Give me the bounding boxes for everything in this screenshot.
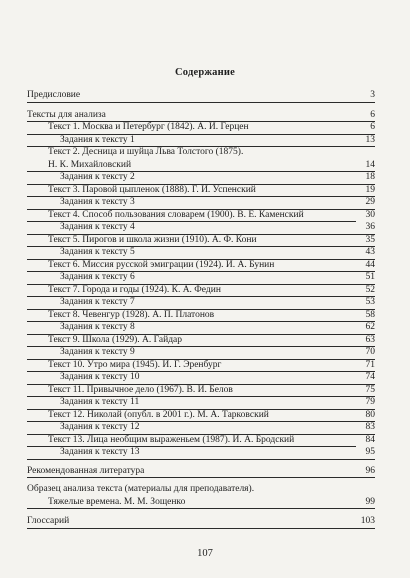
toc-entry-title: Текст 10. Утро мира (1945). И. Г. Эренбург xyxy=(48,359,222,370)
toc-entry-title: Текст 5. Пирогов и школа жизни (1910). А. Ф. Кони xyxy=(48,234,257,245)
leader-rule xyxy=(27,508,375,509)
toc-entry-page: 74 xyxy=(365,372,375,382)
toc-entry-page: 96 xyxy=(365,465,375,476)
toc-entry xyxy=(27,515,375,528)
toc-entry-title: Тексты для анализа xyxy=(27,109,106,120)
toc-entry-page: 95 xyxy=(365,447,375,457)
toc-entry-page: 63 xyxy=(365,334,375,345)
toc-entry-title: Задания к тексту 2 xyxy=(60,172,135,182)
leader-rule xyxy=(27,102,375,103)
toc-entry-page: 19 xyxy=(365,184,375,195)
toc-entry xyxy=(27,221,375,234)
toc-entry-page: 29 xyxy=(365,197,375,207)
toc-entry-page: 71 xyxy=(365,359,375,370)
toc-entry xyxy=(27,496,375,509)
toc-entry xyxy=(27,421,375,434)
toc-entry-page: 13 xyxy=(365,134,375,145)
toc-entry-page: 51 xyxy=(365,272,375,282)
toc-entry-title: Глоссарий xyxy=(27,516,70,526)
toc-entry-title: Задания к тексту 4 xyxy=(60,222,135,232)
toc-entry-title: Предисловие xyxy=(27,90,81,100)
toc-entry xyxy=(27,184,375,197)
toc-entry-page: 14 xyxy=(365,159,375,170)
page-number: 107 xyxy=(197,548,213,559)
toc-entry-title: Задания к тексту 5 xyxy=(60,247,135,257)
toc-entry-title: Задания к тексту 9 xyxy=(60,347,135,357)
toc-entry xyxy=(27,409,375,422)
toc-entry xyxy=(27,483,375,496)
toc-entry-title: Текст 9. Школа (1929). А. Гайдар xyxy=(48,334,182,345)
toc-entry-page: 99 xyxy=(365,496,375,507)
toc-entry-page: 30 xyxy=(365,209,375,220)
toc-entry-page: 79 xyxy=(365,397,375,407)
toc-entry xyxy=(27,146,375,159)
toc-entry xyxy=(27,371,375,384)
toc-entry xyxy=(27,109,375,122)
toc-entry xyxy=(27,296,375,309)
toc-entry-title: Текст 12. Николай (опубл. в 2001 г.). М. А. Тарковский xyxy=(48,409,269,420)
leader-rule xyxy=(27,528,375,529)
toc-entry xyxy=(27,384,375,397)
toc-entry xyxy=(27,234,375,247)
toc-entry-title: Текст 4. Способ пользования словарем (1900). В. Е. Каменский xyxy=(48,209,304,220)
toc-entry-title: Текст 11. Привычное дело (1967). В. И. Белов xyxy=(48,384,233,395)
toc-entry-page: 70 xyxy=(365,347,375,357)
toc-entry-title: Текст 6. Миссия русской эмиграции (1924). И. А. Бунин xyxy=(48,259,275,270)
toc-entry-title: Задания к тексту 13 xyxy=(60,447,140,457)
toc-entry xyxy=(27,359,375,372)
toc-entry xyxy=(27,159,375,172)
toc-entry-title: Задания к тексту 10 xyxy=(60,372,140,382)
toc-entry xyxy=(27,259,375,272)
table-of-contents xyxy=(27,89,375,528)
toc-entry-page: 6 xyxy=(370,109,375,120)
toc-entry-page: 75 xyxy=(365,384,375,395)
toc-entry-title: Н. К. Михайловский xyxy=(48,159,132,170)
toc-entry-title: Текст 13. Лица необщим выраженьем (1987). И. А. Бродский xyxy=(48,434,295,445)
leader-rule xyxy=(27,459,375,460)
toc-entry-page: 35 xyxy=(365,234,375,245)
toc-entry-page: 103 xyxy=(360,516,375,526)
toc-entry-page: 18 xyxy=(365,172,375,182)
toc-entry xyxy=(27,321,375,334)
toc-entry-page: 6 xyxy=(370,122,375,132)
toc-entry-title: Задания к тексту 11 xyxy=(60,397,140,407)
toc-entry-page: 52 xyxy=(365,284,375,295)
toc-entry-title: Задания к тексту 12 xyxy=(60,422,140,432)
toc-entry xyxy=(27,246,375,259)
toc-entry xyxy=(27,121,375,134)
toc-entry-page: 43 xyxy=(365,247,375,257)
toc-entry xyxy=(27,309,375,322)
toc-entry-title: Рекомендованная литература xyxy=(27,465,145,476)
toc-entry xyxy=(27,396,375,409)
toc-entry-page: 53 xyxy=(365,297,375,307)
toc-entry xyxy=(27,334,375,347)
toc-entry xyxy=(27,346,375,359)
toc-entry-page: 62 xyxy=(365,322,375,332)
toc-entry xyxy=(27,171,375,184)
toc-entry-page: 84 xyxy=(365,434,375,445)
toc-entry-title: Задания к тексту 6 xyxy=(60,272,135,282)
toc-entry-title: Задания к тексту 7 xyxy=(60,297,135,307)
toc-entry-title: Задания к тексту 8 xyxy=(60,322,135,332)
toc-entry-page: 44 xyxy=(365,259,375,270)
toc-entry xyxy=(27,196,375,209)
toc-entry-title: Текст 1. Москва и Петербург (1842). А. И. Герцен xyxy=(48,122,249,132)
toc-entry-page: 80 xyxy=(365,409,375,420)
toc-entry xyxy=(27,446,375,459)
toc-entry-page: 83 xyxy=(365,422,375,432)
toc-entry xyxy=(27,434,375,447)
toc-entry-title: Тяжелые времена. М. М. Зощенко xyxy=(48,496,186,507)
toc-entry xyxy=(27,134,375,147)
toc-entry xyxy=(27,284,375,297)
toc-entry-title: Задания к тексту 3 xyxy=(60,197,135,207)
toc-entry-page: 3 xyxy=(370,90,375,100)
toc-entry-title: Текст 2. Десница и шуйца Льва Толстого (1875). xyxy=(48,147,244,157)
toc-entry-title: Задания к тексту 1 xyxy=(60,134,135,145)
toc-entry-title: Текст 3. Паровой цыпленок (1888). Г. И. Успенский xyxy=(48,184,256,195)
toc-entry-page: 36 xyxy=(365,222,375,232)
toc-entry-title: Текст 8. Чевенгур (1928). А. П. Платонов xyxy=(48,309,215,320)
leader-rule xyxy=(27,477,375,478)
toc-entry-title: Образец анализа текста (материалы для преподавателя). xyxy=(27,484,255,494)
page-title: Содержание xyxy=(175,67,235,78)
toc-entry xyxy=(27,465,375,478)
toc-entry xyxy=(27,89,375,102)
toc-entry xyxy=(27,271,375,284)
toc-entry xyxy=(27,209,375,222)
toc-entry-title: Текст 7. Города и годы (1924). К. А. Федин xyxy=(48,284,221,295)
toc-entry-page: 58 xyxy=(365,309,375,320)
